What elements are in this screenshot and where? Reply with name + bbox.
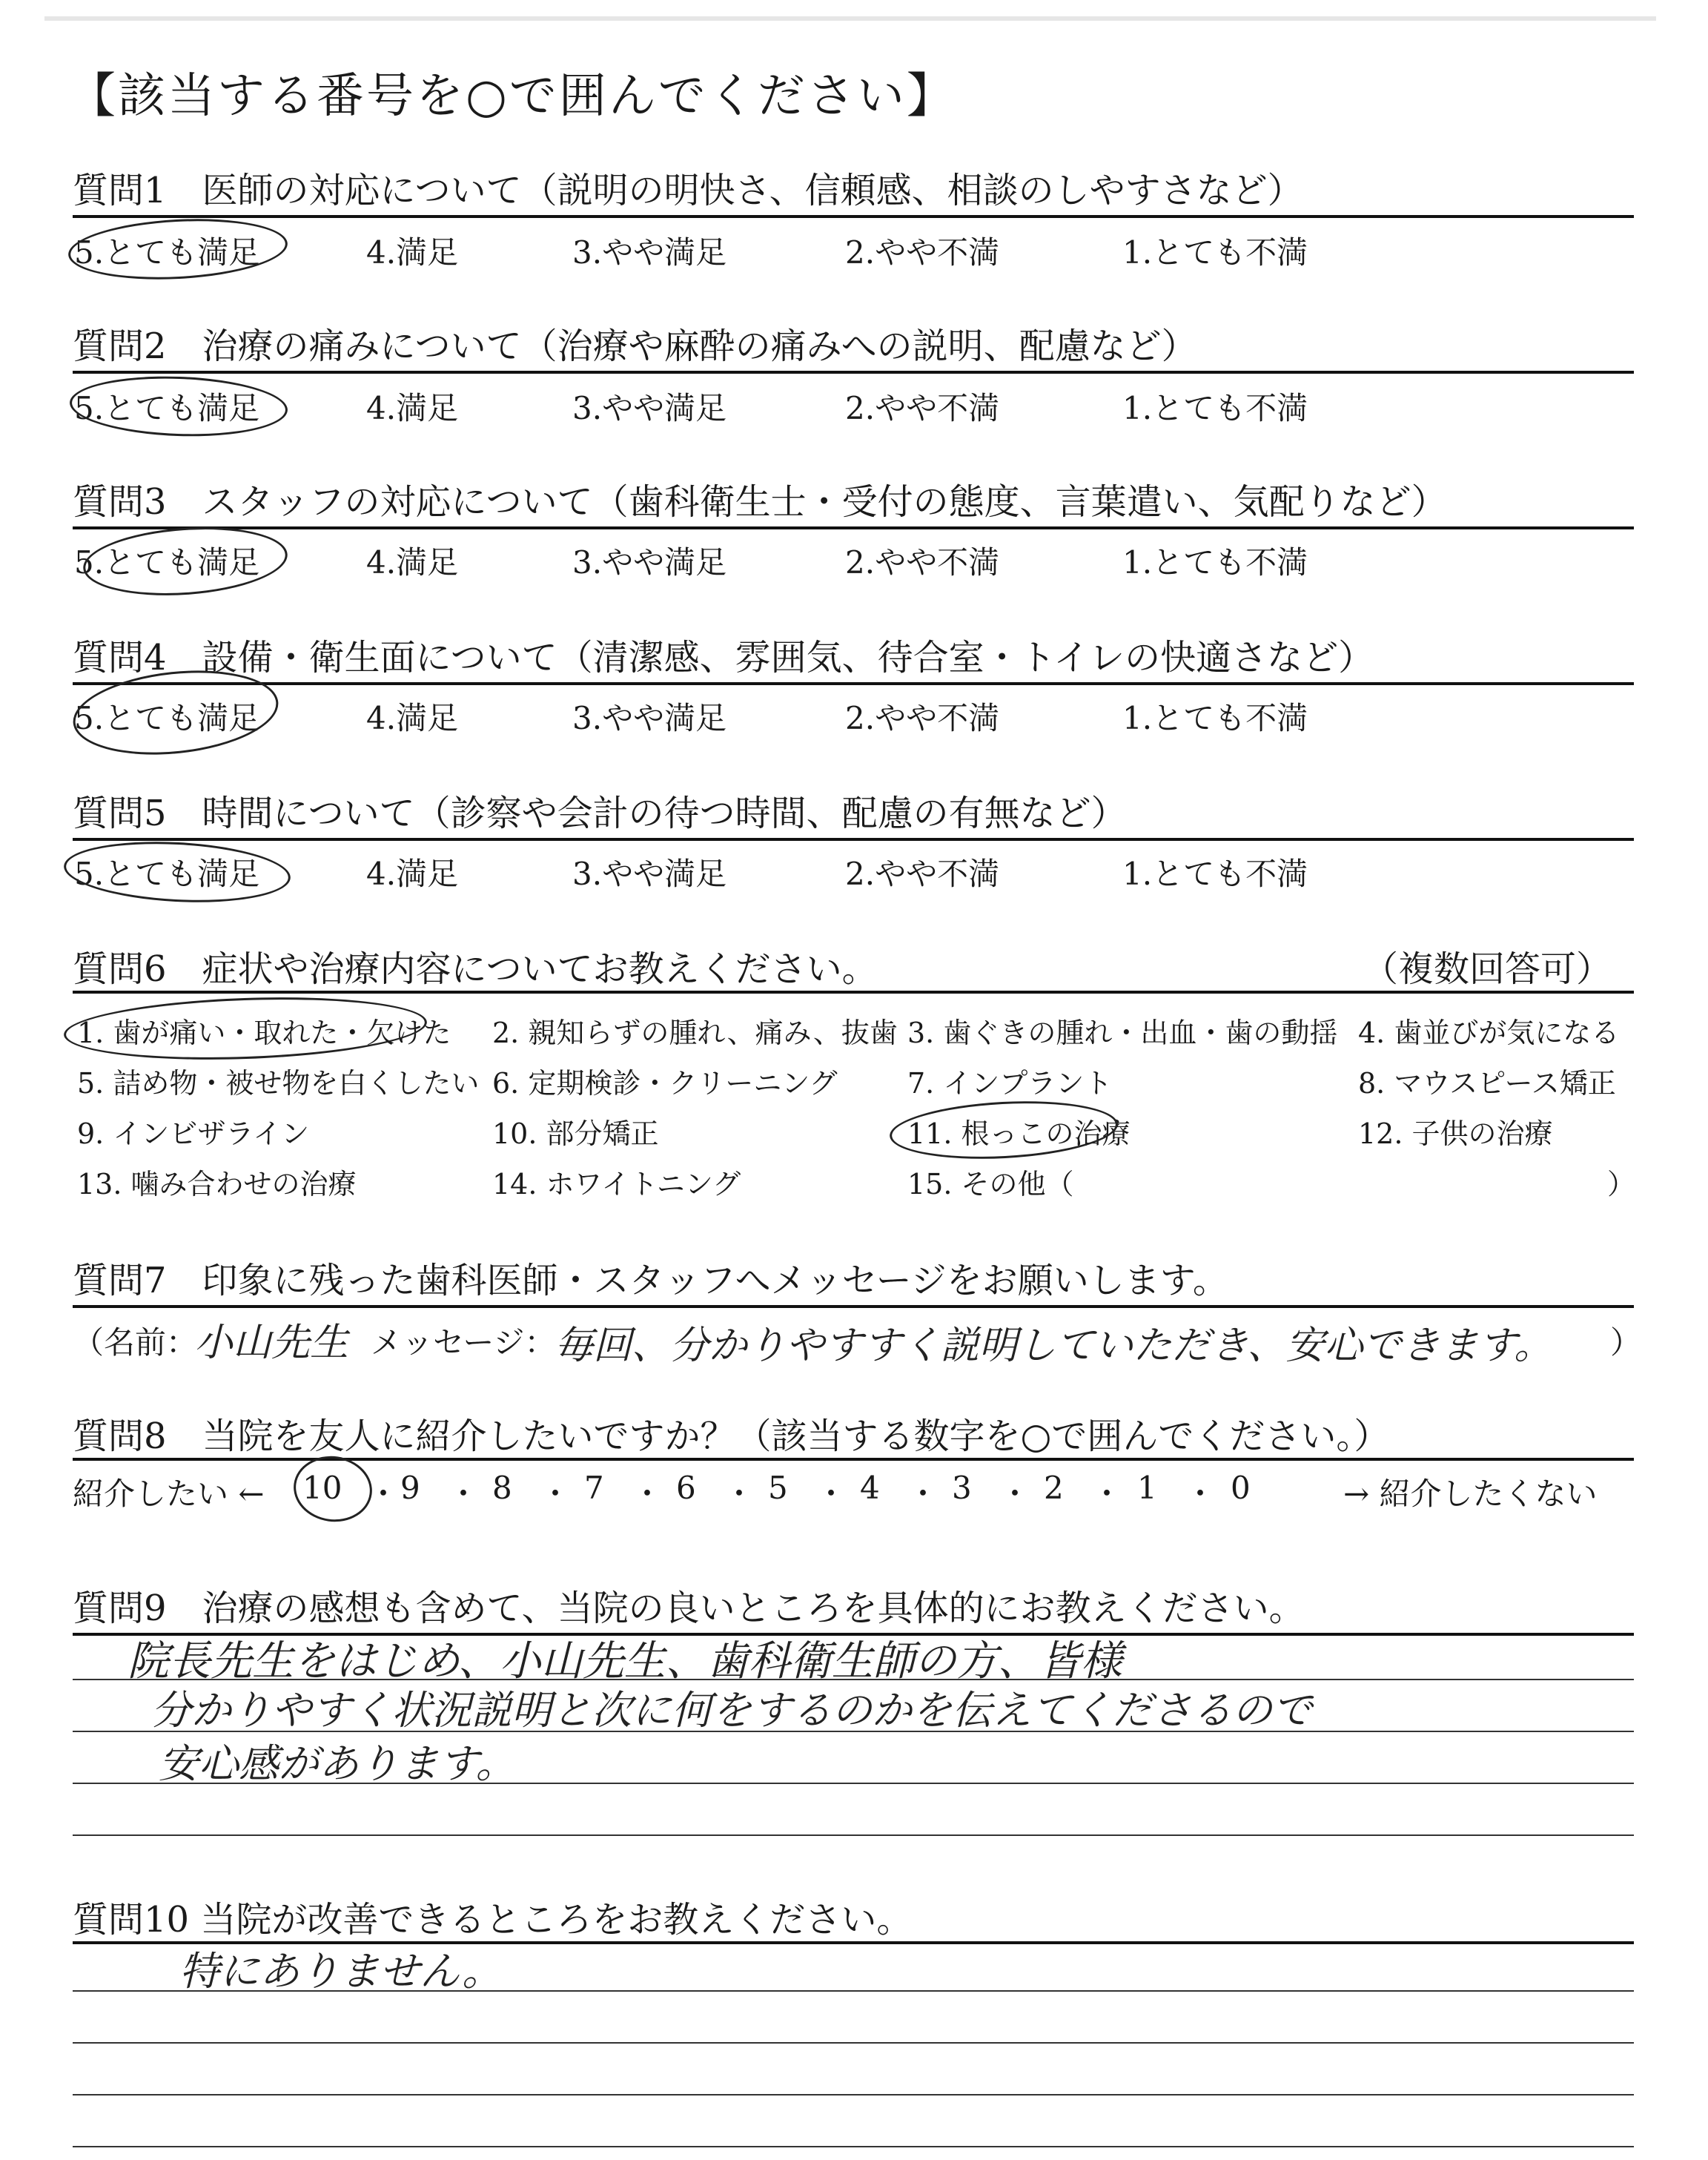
q7-message-label: メッセージ： — [371, 1324, 556, 1361]
q2-option-3[interactable]: 3.やや満足 — [572, 390, 727, 426]
q3-option-3[interactable]: 3.やや満足 — [572, 544, 727, 581]
q8-left-label: 紹介したい ← — [73, 1476, 265, 1512]
q2-option-5[interactable]: 5.とても満足 — [74, 390, 260, 426]
q5-option-1[interactable]: 1.とても不満 — [1122, 856, 1308, 892]
q10-rule-3 — [73, 2042, 1634, 2044]
q5-selection-circle — [62, 836, 292, 908]
q6-option-10[interactable]: 10. 部分矯正 — [492, 1117, 659, 1150]
q7-rule — [73, 1305, 1634, 1308]
q5-rule — [73, 838, 1634, 841]
q7-name-value[interactable]: 小山先生 — [194, 1321, 349, 1365]
q2-option-4[interactable]: 4.満足 — [366, 390, 459, 426]
q1-selection-circle — [67, 214, 289, 284]
q4-rule — [73, 682, 1634, 685]
q6-option-11[interactable]: 11. 根っこの治療 — [907, 1117, 1131, 1150]
q8-number-8[interactable]: 8 — [492, 1470, 512, 1506]
q10-rule-5 — [73, 2146, 1634, 2147]
q8-separator: ・ — [907, 1476, 939, 1512]
q2-selection-circle — [69, 373, 289, 440]
q6-option-4[interactable]: 4. 歯並びが気になる — [1358, 1017, 1620, 1049]
q6-option-1[interactable]: 1. 歯が痛い・取れた・欠けた — [77, 1017, 451, 1049]
q7-name-label: （名前： — [73, 1324, 198, 1361]
q6-option-13[interactable]: 13. 噛み合わせの治療 — [77, 1168, 357, 1200]
q3-selection-circle — [81, 521, 290, 601]
q3-option-5[interactable]: 5.とても満足 — [74, 544, 260, 581]
q2-title: 質問2 治療の痛みについて（治療や麻酔の痛みへの説明、配慮など） — [73, 326, 1197, 367]
q6-option-2[interactable]: 2. 親知らずの腫れ、痛み、抜歯 — [492, 1017, 898, 1049]
q6-option-15-close: ） — [1607, 1168, 1636, 1200]
q4-option-1[interactable]: 1.とても不満 — [1122, 700, 1308, 736]
page-title: 【該当する番号を○で囲んでください】 — [68, 69, 956, 124]
q8-number-7[interactable]: 7 — [584, 1470, 604, 1506]
q8-separator: ・ — [1185, 1476, 1217, 1512]
q4-option-3[interactable]: 3.やや満足 — [572, 700, 727, 736]
q9-rule-5 — [73, 1834, 1634, 1836]
q1-title: 質問1 医師の対応について（説明の明快さ、信頼感、相談のしやすさなど） — [73, 170, 1303, 211]
q2-option-1[interactable]: 1.とても不満 — [1122, 390, 1308, 426]
q5-title: 質問5 時間について（診察や会計の待つ時間、配慮の有無など） — [73, 793, 1127, 834]
q5-option-2[interactable]: 2.やや不満 — [845, 856, 1000, 892]
q1-rule — [73, 215, 1634, 218]
q5-option-5[interactable]: 5.とても満足 — [74, 856, 260, 892]
q7-title: 質問7 印象に残った歯科医師・スタッフへメッセージをお願いします。 — [73, 1260, 1228, 1301]
q6-option-14[interactable]: 14. ホワイトニング — [492, 1168, 741, 1200]
q9-answer-line-3[interactable]: 安心感があります。 — [159, 1740, 516, 1787]
q8-number-2[interactable]: 2 — [1044, 1470, 1064, 1506]
q3-option-2[interactable]: 2.やや不満 — [845, 544, 1000, 581]
q8-number-0[interactable]: 0 — [1231, 1470, 1251, 1506]
q7-close-paren: ） — [1610, 1324, 1642, 1361]
q3-option-1[interactable]: 1.とても不満 — [1122, 544, 1308, 581]
q8-number-9[interactable]: 9 — [400, 1470, 420, 1506]
q8-number-3[interactable]: 3 — [952, 1470, 972, 1506]
q8-number-10[interactable]: 10 — [302, 1470, 342, 1506]
q8-number-1[interactable]: 1 — [1137, 1470, 1157, 1506]
q2-option-2[interactable]: 2.やや不満 — [845, 390, 1000, 426]
q1-option-1[interactable]: 1.とても不満 — [1122, 234, 1308, 271]
q9-answer-line-1[interactable]: 院長先生をはじめ、小山先生、歯科衛生師の方、皆様 — [128, 1637, 1122, 1685]
q1-option-2[interactable]: 2.やや不満 — [845, 234, 1000, 271]
q1-option-3[interactable]: 3.やや満足 — [572, 234, 727, 271]
q6-note: （複数回答可） — [1363, 948, 1612, 990]
q8-separator: ・ — [999, 1476, 1031, 1512]
q6-option-9[interactable]: 9. インビザライン — [77, 1117, 310, 1150]
q6-option-8[interactable]: 8. マウスピース矯正 — [1358, 1067, 1616, 1100]
q8-separator: ・ — [368, 1476, 400, 1512]
q8-title: 質問8 当院を友人に紹介したいですか？（該当する数字を○で囲んでください。） — [73, 1416, 1390, 1457]
q10-answer[interactable]: 特にありません。 — [179, 1948, 503, 1995]
q9-answer-line-2[interactable]: 分かりやすく状況説明と次に何をするのかを伝えてくださるので — [151, 1687, 1312, 1734]
q4-option-4[interactable]: 4.満足 — [366, 700, 459, 736]
q8-separator: ・ — [724, 1476, 755, 1512]
q6-option-5[interactable]: 5. 詰め物・被せ物を白くしたい — [77, 1067, 480, 1100]
q8-right-label: → 紹介したくない — [1343, 1476, 1598, 1512]
q8-selection-circle — [289, 1451, 376, 1527]
q6-option-3[interactable]: 3. 歯ぐきの腫れ・出血・歯の動揺 — [907, 1017, 1338, 1049]
q5-option-3[interactable]: 3.やや満足 — [572, 856, 727, 892]
q3-title: 質問3 スタッフの対応について（歯科衛生士・受付の態度、言葉遣い、気配りなど） — [73, 481, 1447, 523]
q3-rule — [73, 526, 1634, 529]
q8-rule — [73, 1458, 1634, 1461]
page-top-border — [44, 16, 1656, 21]
q10-rule-4 — [73, 2094, 1634, 2095]
q8-separator: ・ — [632, 1476, 663, 1512]
q4-option-2[interactable]: 2.やや不満 — [845, 700, 1000, 736]
q6-option-6[interactable]: 6. 定期検診・クリーニング — [492, 1067, 838, 1100]
q8-separator: ・ — [815, 1476, 847, 1512]
q9-title: 質問9 治療の感想も含めて、当院の良いところを具体的にお教えください。 — [73, 1588, 1305, 1629]
q6-selection-circle-1 — [63, 991, 428, 1065]
q6-title: 質問6 症状や治療内容についてお教えください。 — [73, 948, 878, 990]
q10-title: 質問10 当院が改善できるところをお教えください。 — [73, 1899, 913, 1941]
q5-option-4[interactable]: 4.満足 — [366, 856, 459, 892]
q6-option-15[interactable]: 15. その他（ — [907, 1168, 1074, 1200]
q8-number-6[interactable]: 6 — [676, 1470, 696, 1506]
q6-option-7[interactable]: 7. インプラント — [907, 1067, 1113, 1100]
q8-separator: ・ — [540, 1476, 572, 1512]
q7-message-value[interactable]: 毎回、分かりやすすく説明していただき、安心できます。 — [555, 1324, 1553, 1368]
q8-number-4[interactable]: 4 — [860, 1470, 880, 1506]
q3-option-4[interactable]: 4.満足 — [366, 544, 459, 581]
q8-separator: ・ — [448, 1476, 480, 1512]
q4-option-5[interactable]: 5.とても満足 — [74, 700, 260, 736]
q6-rule — [73, 991, 1634, 994]
q6-option-12[interactable]: 12. 子供の治療 — [1358, 1117, 1553, 1150]
q2-rule — [73, 371, 1634, 374]
q1-option-5[interactable]: 5.とても満足 — [74, 234, 260, 271]
q4-title: 質問4 設備・衛生面について（清潔感、雰囲気、待合室・トイレの快適さなど） — [73, 637, 1374, 678]
q1-option-4[interactable]: 4.満足 — [366, 234, 459, 271]
q8-separator: ・ — [1091, 1476, 1123, 1512]
q8-number-5[interactable]: 5 — [768, 1470, 788, 1506]
q6-selection-circle-11 — [888, 1096, 1119, 1164]
